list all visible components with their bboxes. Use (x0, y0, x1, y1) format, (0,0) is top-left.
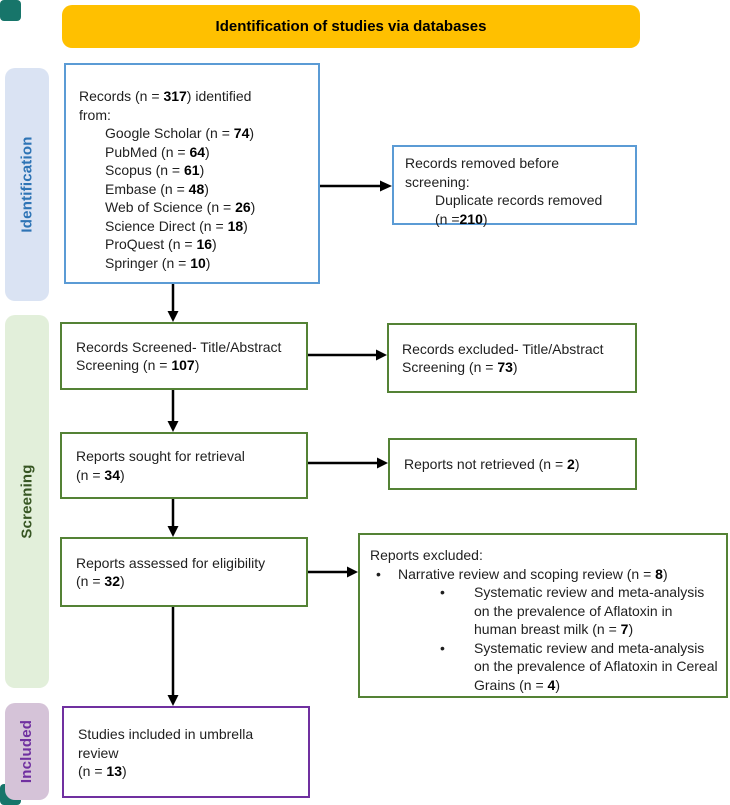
arrow-sought-to-assessed (168, 499, 179, 537)
records-screened-line2: Screening (n = 107) (76, 357, 200, 373)
box-records-screened (60, 322, 308, 390)
box-records-removed (392, 145, 637, 225)
source-line-pubmed: PubMed (n = 64) (105, 143, 210, 160)
studies-included-line1: Studies included in umbrella (78, 726, 254, 742)
records-excluded-line2: Screening (n = 73) (402, 359, 518, 375)
arrow-identified-to-screened (168, 284, 179, 322)
excluded-bullet-cereal-grains: • Systematic review and meta-analysis on the prevalence of Aflatoxin in Cereal Grains (n = 4) (432, 639, 720, 695)
box-reports-sought (60, 432, 308, 499)
sidebar-screening (5, 315, 49, 688)
source-line-google-scholar: Google Scholar (n = 74) (105, 125, 255, 141)
records-screened-line1: Records Screened- Title/Abstract (76, 338, 282, 355)
box-reports-assessed (60, 537, 308, 607)
reports-sought-line1: Reports sought for retrieval (76, 448, 245, 464)
bullet-icon: • (376, 565, 381, 582)
records-identified-line1: Records (n = 317) identified (79, 88, 252, 104)
box-records-excluded (387, 323, 637, 393)
box-reports-not-retrieved (388, 438, 637, 490)
duplicate-records-line: Duplicate records removed (435, 192, 603, 208)
sidebar-included (5, 703, 49, 800)
arrow-screened-to-excluded (308, 350, 387, 361)
arrow-assessed-to-included (168, 607, 179, 706)
arrow-screened-to-sought (168, 390, 179, 432)
corner-marker-top-icon (0, 0, 21, 21)
reports-sought-line2: (n = 34) (76, 466, 125, 483)
studies-included-line2: review (78, 744, 119, 761)
sidebar-included-label: Included (18, 719, 36, 784)
excluded-bullet-breast-milk: • Systematic review and meta-analysis on the prevalence of Aflatoxin in human breast milk (n = 7) (432, 583, 720, 639)
banner-title: Identification of studies via databases (215, 18, 487, 35)
reports-excluded-title: Reports excluded: (370, 547, 483, 563)
source-line-web-of-science: Web of Science (n = 26) (105, 199, 256, 215)
reports-assessed-line2: (n = 32) (76, 573, 125, 589)
records-removed-line1: Records removed before (405, 155, 560, 171)
reports-assessed-line1: Reports assessed for eligibility (76, 554, 266, 571)
arrow-assessed-to-reports-excluded (308, 567, 358, 578)
box-records-identified (64, 63, 320, 284)
source-line-springer: Springer (n = 10) (105, 254, 211, 271)
sidebar-screening-label: Screening (18, 464, 36, 539)
box-reports-excluded-reasons (358, 533, 728, 698)
records-removed-line2: screening: (405, 173, 470, 190)
studies-included-line3: (n = 13) (78, 763, 127, 779)
source-line-embase: Embase (n = 48) (105, 180, 209, 197)
duplicate-records-count: (n =210) (435, 210, 488, 227)
sidebar-identification (5, 68, 49, 301)
source-line-scopus: Scopus (n = 61) (105, 162, 205, 178)
bullet-icon: • (440, 639, 445, 656)
source-line-science-direct: Science Direct (n = 18) (105, 217, 248, 234)
banner (62, 5, 640, 48)
records-identified-line2: from: (79, 106, 111, 123)
arrow-sought-to-not-retrieved (308, 458, 388, 469)
sidebar-identification-label: Identification (18, 136, 36, 233)
excluded-bullet-narrative: • Narrative review and scoping review (n = 8) (370, 565, 720, 584)
reports-not-retrieved-line: Reports not retrieved (n = 2) (404, 455, 580, 472)
arrow-identified-to-removed (320, 181, 392, 192)
bullet-icon: • (440, 584, 445, 600)
source-line-proquest: ProQuest (n = 16) (105, 236, 217, 252)
records-excluded-line1: Records excluded- Title/Abstract (402, 340, 604, 357)
box-studies-included (62, 706, 310, 798)
